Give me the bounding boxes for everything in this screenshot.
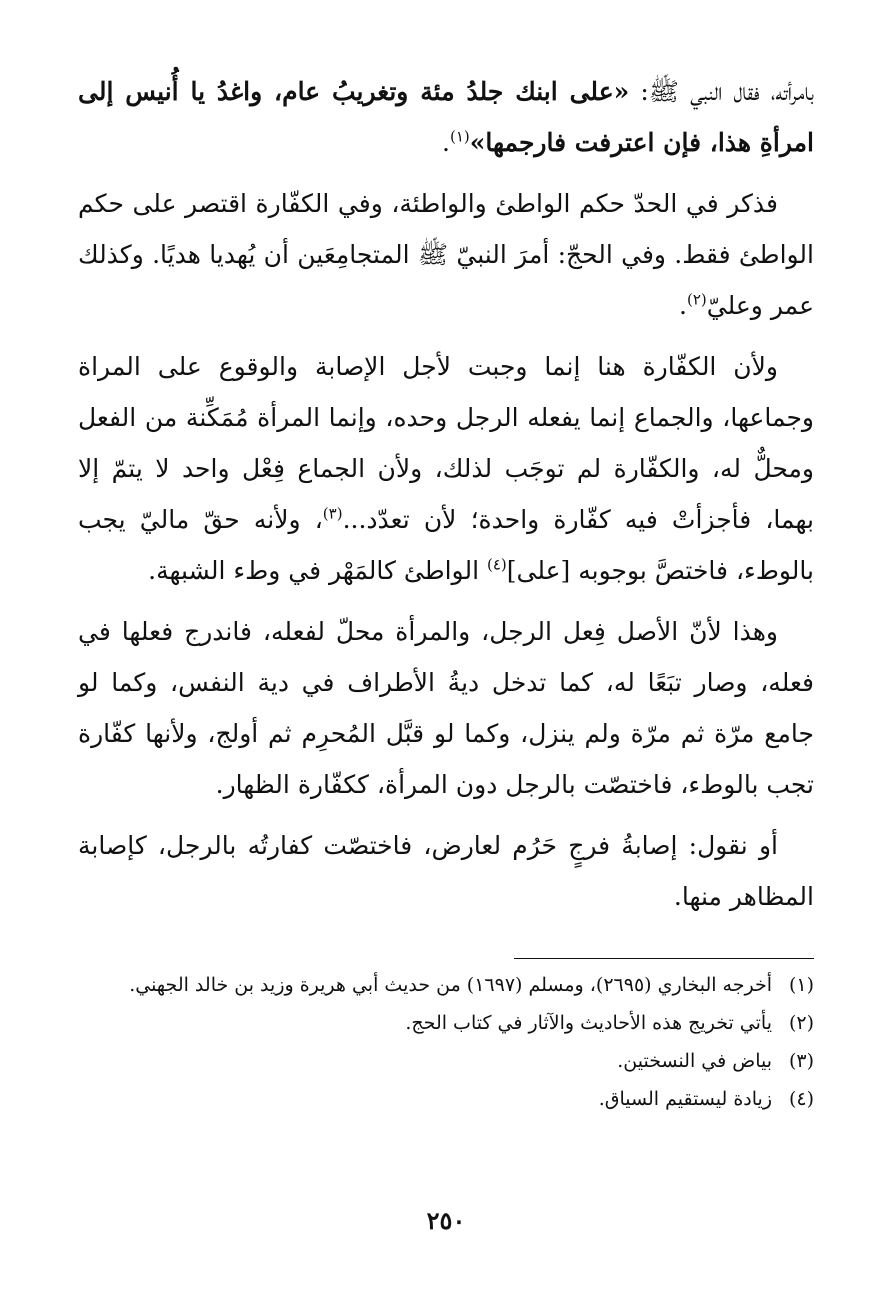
paragraph-3-text-a: ولأن الكفّارة هنا إنما وجبت لأجل الإصابة والوقوع على المراة وجماعها، والجماع إنما يفعله الرجل وحده، وإنما المرأة مُمَكِّنة من الفعل ومحلٌّ له، والكفّارة لم توجَب لذلك، ولأن الجماع فِعْل واحد لا يتمّ إلا بهما، فأجزأتْ فيه كفّارة واحدة؛ لأن تعدّد... <box>78 352 814 534</box>
footnote-ref-3[interactable]: (٣) <box>322 504 343 523</box>
paragraph-2-text: فذكر في الحدّ حكم الواطئ والواطئة، وفي الكفّارة اقتصر على حكم الواطئ فقط. وفي الحجّ: أمرَ النبيّ ﷺ المتجامِعَين أن يُهديا هديًا. وكذلك عمر وعليّ <box>78 189 814 320</box>
paragraph-3 <box>78 341 814 596</box>
footnote-3 <box>78 1044 814 1078</box>
paragraph-2-end: . <box>679 291 687 320</box>
footnote-ref-4[interactable]: (٤) <box>486 555 507 574</box>
paragraph-2 <box>78 178 814 331</box>
footnote-ref-1[interactable]: (١) <box>449 127 470 146</box>
paragraph-4: وهذا لأنّ الأصل فِعل الرجل، والمرأة محلّ لفعله، فاندرج فعلها في فعله، وصار تبَعًا له، كما تدخل ديةُ الأطراف في دية النفس، وكما لو جامع مرّة ثم مرّة ولم ينزل، وكما لو قبَّل المُحرِم ثم أولج، ولأنها كفّارة تجب بالوطء، فاختصّت بالرجل دون المرأة، ككفّارة الظهار. <box>78 617 814 799</box>
footnote-text: يأتي تخريج هذه الأحاديث والآثار في كتاب الحج. <box>405 1012 772 1034</box>
footnote-2 <box>78 1006 814 1040</box>
paragraph-1-end: . <box>442 128 450 157</box>
footnote-number: (٤) <box>788 1088 814 1110</box>
footnote-number: (٣) <box>788 1050 814 1072</box>
footnote-number: (٢) <box>788 1012 814 1034</box>
paragraph-1-text: بامرأته، فقال النبي ﷺ: <box>629 77 814 106</box>
hadith-quote: «على ابنك جلدُ مئة وتغريبُ عام، واغدُ يا أُنيس إلى امرأةِ هذا، فإن اعترفت فارجمها» <box>78 77 814 157</box>
footnote-text: أخرجه البخاري (٢٦٩٥)، ومسلم (١٦٩٧) من حديث أبي هريرة وزيد بن خالد الجهني. <box>129 974 772 996</box>
footnotes <box>78 968 814 1120</box>
footnote-1 <box>78 968 814 1002</box>
paragraph-5: أو نقول: إصابةُ فرجٍ حَرُم لعارض، فاختصّت كفارتُه بالرجل، كإصابة المظاهر منها. <box>78 831 814 911</box>
footnote-text: بياض في النسختين. <box>617 1050 772 1072</box>
paragraph-1 <box>78 66 814 168</box>
page-number: ٢٥٠ <box>426 1206 466 1235</box>
footnote-ref-2[interactable]: (٢) <box>687 290 707 309</box>
paragraph-3-text-b: ، ولأنه حقّ ماليّ يجب بالوطء، فاختصَّ بوجوبه [على] <box>78 505 814 585</box>
footnote-4 <box>78 1082 814 1116</box>
footnote-number: (١) <box>788 974 814 996</box>
footnote-divider <box>514 958 814 959</box>
footnote-text: زيادة ليستقيم السياق. <box>598 1088 772 1110</box>
paragraph-3-text-c: الواطئ كالمَهْر في وطء الشبهة. <box>148 556 487 585</box>
